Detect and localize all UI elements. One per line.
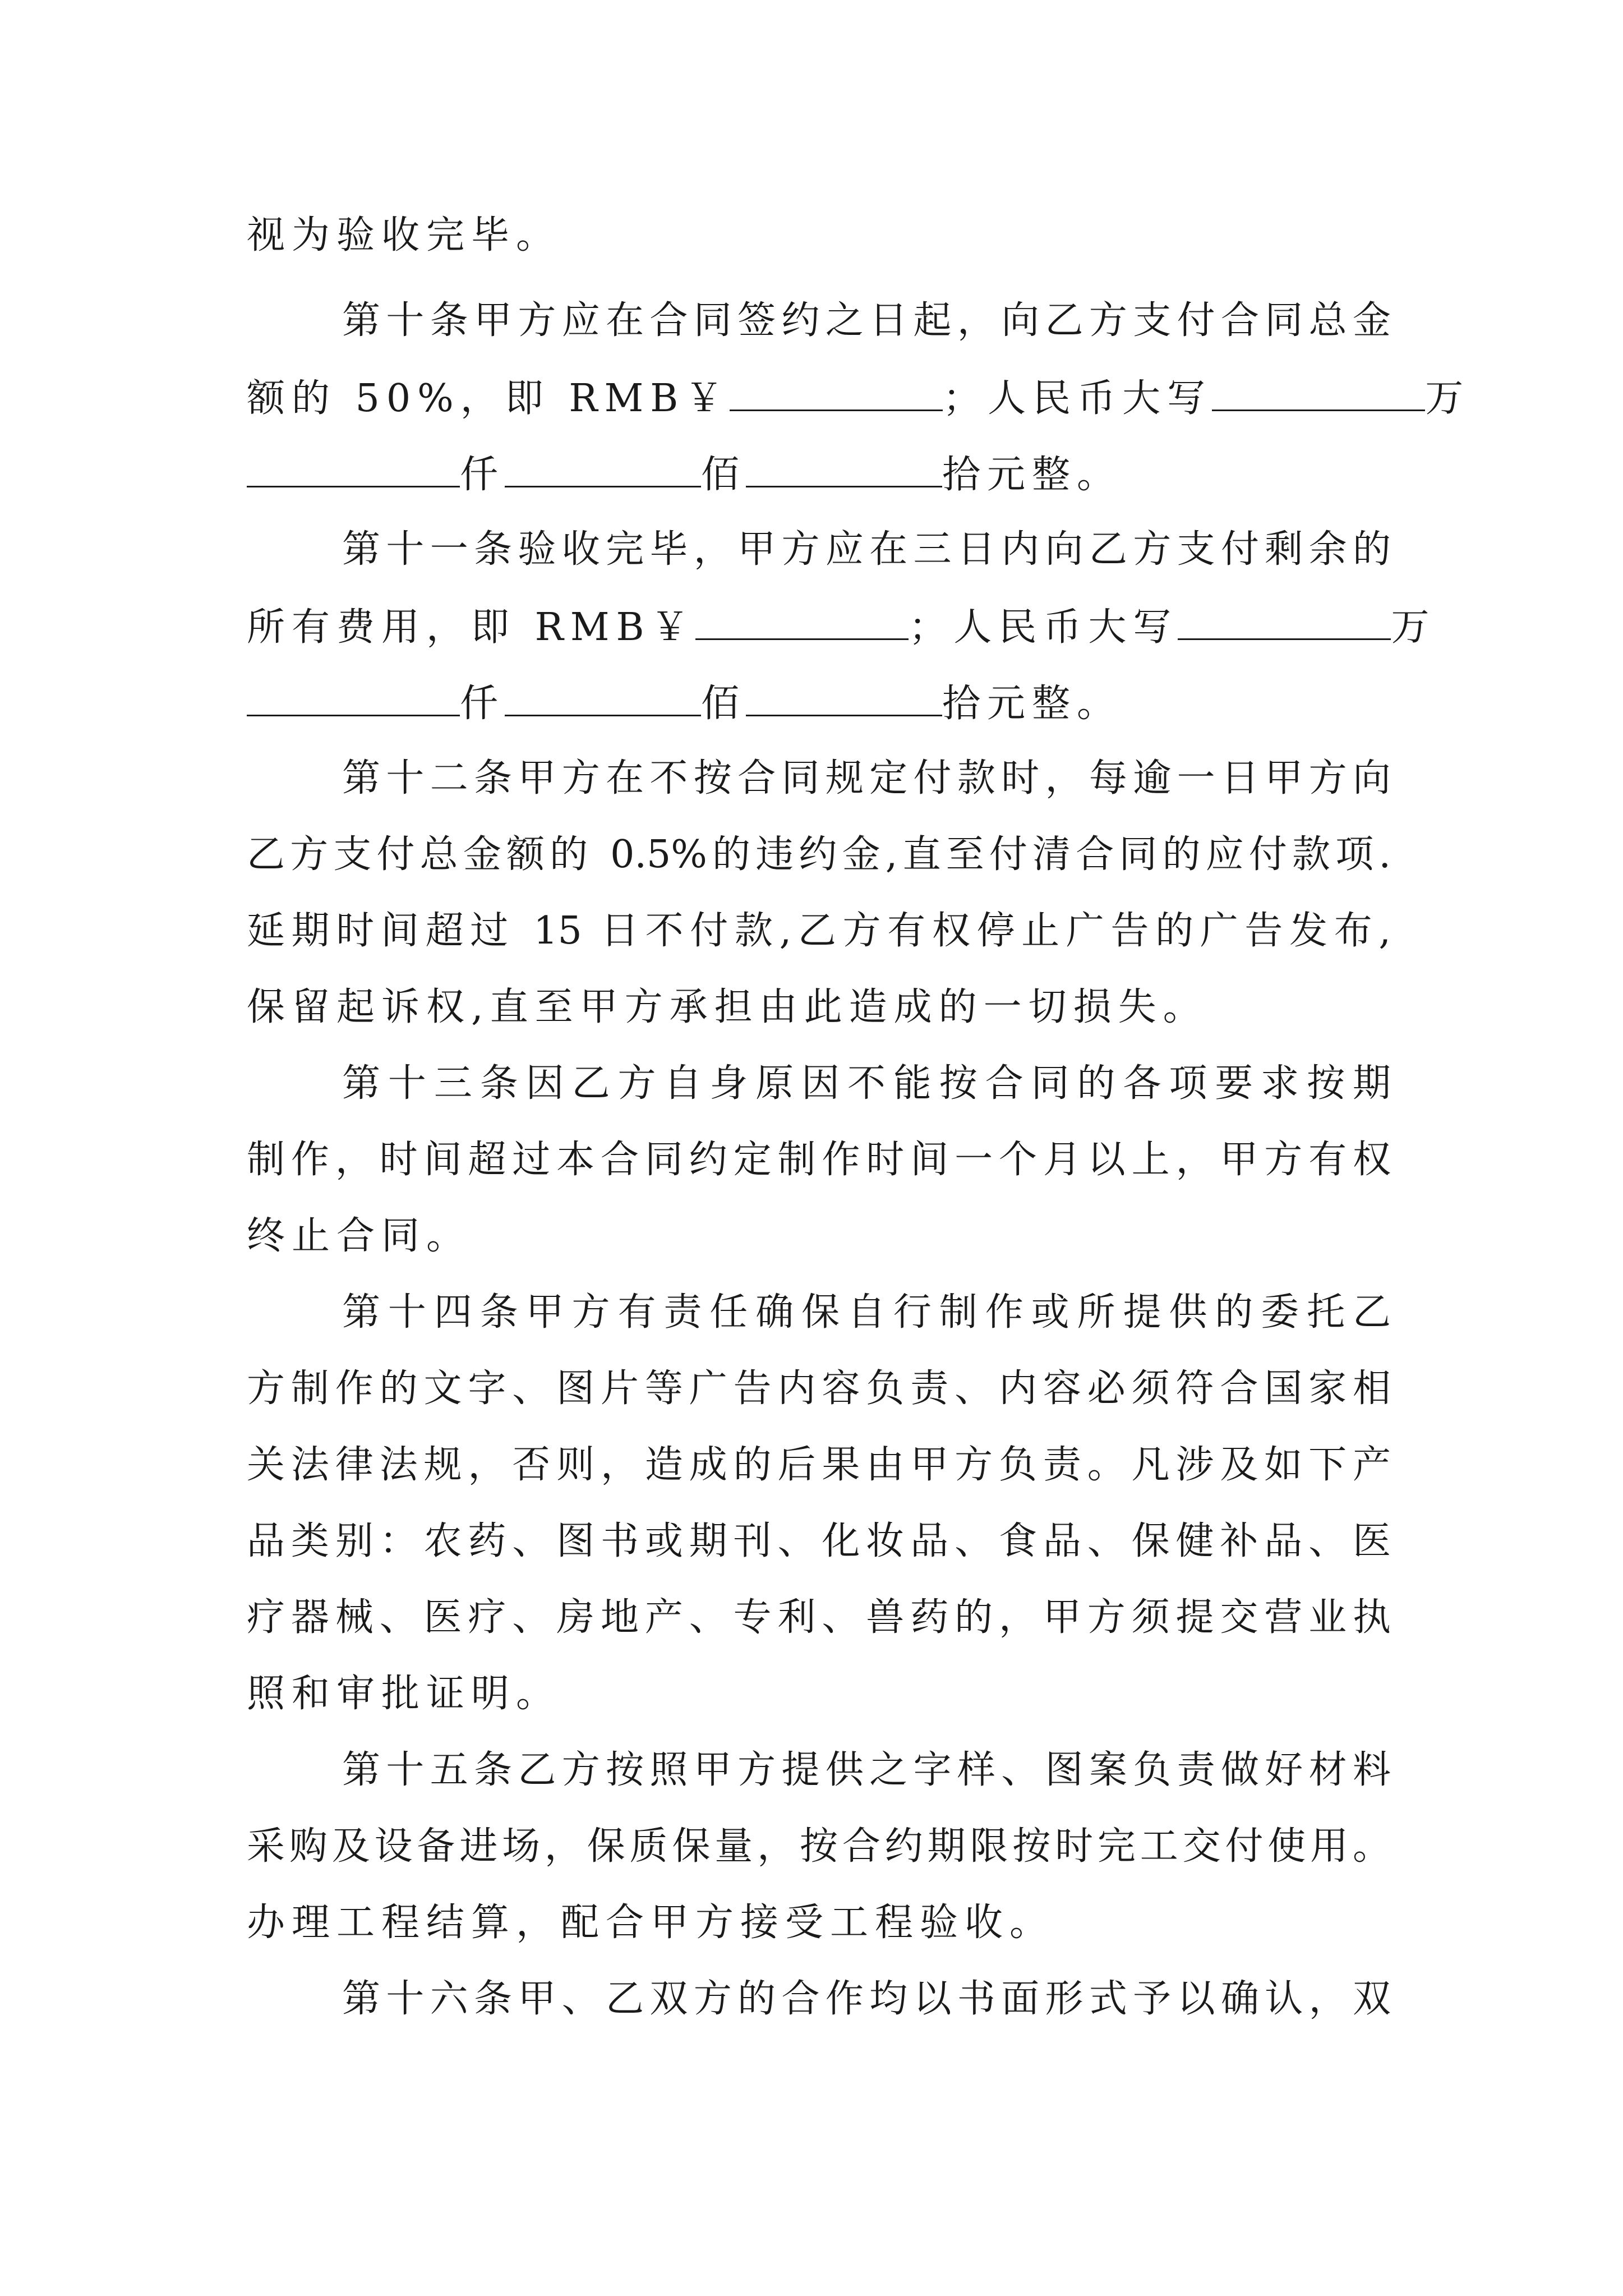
- amount-blank: [746, 447, 942, 487]
- text-segment: 仟: [460, 453, 505, 497]
- text-segment: 佰: [701, 682, 746, 726]
- text-line: 第十五条乙方按照甲方提供之字样、图案负责做好材料: [342, 1748, 1391, 1792]
- text-line: 第十四条甲方有责任确保自行制作或所提供的委托乙: [342, 1290, 1391, 1335]
- text-line: 第十条甲方应在合同签约之日起，向乙方支付合同总金: [342, 298, 1391, 343]
- payment-line-1: [247, 370, 1470, 424]
- text-line: 方制作的文字、图片等广告内容负责、内容必须符合国家相: [247, 1366, 1391, 1411]
- text-line: 关法律法规，否则，造成的后果由甲方负责。凡涉及如下产: [247, 1443, 1391, 1487]
- payment-line-3: [247, 599, 1436, 653]
- text-segment: ；人民币大写: [909, 605, 1178, 650]
- text-line: 采购及设备进场，保质保量，按合约期限按时完工交付使用。: [247, 1824, 1391, 1869]
- text-segment: 拾元整。: [942, 682, 1122, 726]
- amount-blank: [1212, 370, 1425, 411]
- amount-blank: [247, 447, 460, 487]
- text-segment: ；人民币大写: [943, 376, 1212, 421]
- text-line: 第十一条验收完毕，甲方应在三日内向乙方支付剩余的: [342, 527, 1391, 572]
- text-segment: 额的 50%，即 RMB￥: [247, 376, 730, 421]
- text-line: 办理工程结算，配合甲方接受工程验收。: [247, 1901, 1055, 1945]
- text-segment: 万: [1391, 605, 1436, 650]
- text-line: 品类别：农药、图书或期刊、化妆品、食品、保健补品、医: [247, 1519, 1391, 1563]
- text-segment: 所有费用，即 RMB￥: [247, 605, 696, 650]
- text-line: 终止合同。: [247, 1214, 472, 1258]
- payment-line-2: [247, 447, 1391, 500]
- text-line: 视为验收完毕。: [247, 213, 561, 257]
- text-line: 制作，时间超过本合同约定制作时间一个月以上，甲方有权: [247, 1138, 1391, 1182]
- text-line: 乙方支付总金额的 0.5%的违约金,直至付清合同的应付款项.: [247, 832, 1391, 877]
- amount-blank: [746, 675, 942, 716]
- text-line: 第十六条甲、乙双方的合作均以书面形式予以确认，双: [342, 1977, 1391, 2021]
- text-line: 疗器械、医疗、房地产、专利、兽药的，甲方须提交营业执: [247, 1595, 1391, 1640]
- payment-line-4: [247, 675, 1391, 729]
- amount-blank: [505, 675, 701, 716]
- text-segment: 万: [1425, 376, 1470, 421]
- amount-blank: [1178, 599, 1391, 640]
- text-line: 延期时间超过 15 日不付款,乙方有权停止广告的广告发布,: [247, 909, 1391, 953]
- amount-blank: [695, 599, 909, 640]
- amount-blank: [505, 447, 701, 487]
- amount-blank: [247, 675, 460, 716]
- text-segment: 佰: [701, 453, 746, 497]
- text-line: 第十三条因乙方自身原因不能按合同的各项要求按期: [342, 1061, 1391, 1106]
- text-segment: 仟: [460, 682, 505, 726]
- text-line: 第十二条甲方在不按合同规定付款时，每逾一日甲方向: [342, 756, 1391, 800]
- text-line: 保留起诉权,直至甲方承担由此造成的一切损失。: [247, 985, 1208, 1029]
- text-line: 照和审批证明。: [247, 1672, 561, 1716]
- amount-blank: [730, 370, 943, 411]
- text-segment: 拾元整。: [942, 453, 1122, 497]
